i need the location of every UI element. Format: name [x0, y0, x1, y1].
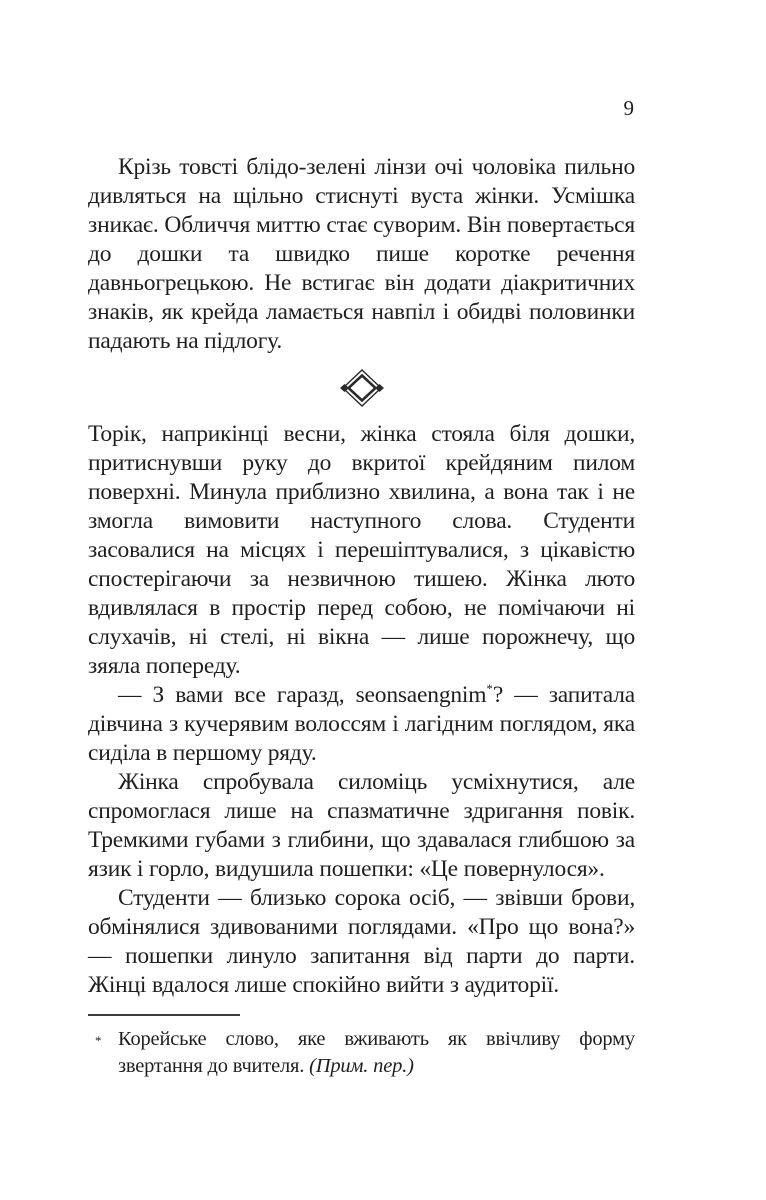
footnote-body: Корейське слово, яке вживають як ввічливу форму звертання до вчителя. [118, 1028, 635, 1077]
text-block [88, 153, 635, 1000]
diamond-ornament-icon [340, 369, 384, 407]
dialogue-text-continuation: ? — запитала дівчина з кучерявим волоссям і лагідним поглядом, яка сиділа в першому ряду. [88, 682, 636, 766]
dialogue-text: — З вами все гаразд, seonsaengnim [118, 682, 487, 708]
footnote-source: (Прим. пер.) [309, 1055, 414, 1077]
footnote-text [118, 1026, 635, 1080]
paragraph-3 [88, 681, 635, 768]
paragraph-1: Крізь товсті блідо-зелені лінзи очі чоловіка пильно дивляться на щільно стиснуті вуста жінки. Усмішка зникає. Обличчя миттю стає суворим. Він повертається до дошки та швидко пише коротке речення давньогрецькою. Не встигає він додати діакритичних знаків, як крейда ламається навпіл і обидві половинки падають на підлогу. [88, 154, 635, 354]
footnote-marker: * [95, 1033, 102, 1048]
footnote [88, 1026, 635, 1080]
section-break [88, 356, 635, 420]
footnote-reference: * [486, 681, 493, 696]
page-number: 9 [623, 96, 634, 120]
footnote-divider [88, 1014, 240, 1016]
paragraph-2: Торік, наприкінці весни, жінка стояла біля дошки, притиснувши руку до вкритої крейдяним пилом поверхні. Минула приблизно хвилина, а вона так і не змогла вимовити наступного слова. Студенти засовалися на місцях і перешіптувалися, з цікавістю спостерігаючи за незвичною тишею. Жінка люто вдивлялася в простір перед собою, не помічаючи ні слухачів, ні стелі, ні вікна — лише порожнечу, що зяяла попереду. [88, 421, 635, 679]
paragraph-4: Жінка спробувала силоміць усміхнутися, але спромоглася лише на спазматичне здригання повік. Тремкими губами з глибини, що здавалася глибшою за язик і горло, видушила пошепки: «Це повернулося». [88, 769, 635, 882]
paragraph-5: Студенти — близько сорока осіб, — звівши брови, обмінялися здивованими поглядами. «Про що вона?» — пошепки линуло запитання від парти до парти. Жінці вдалося лише спокійно вийти з аудиторії. [88, 885, 635, 998]
